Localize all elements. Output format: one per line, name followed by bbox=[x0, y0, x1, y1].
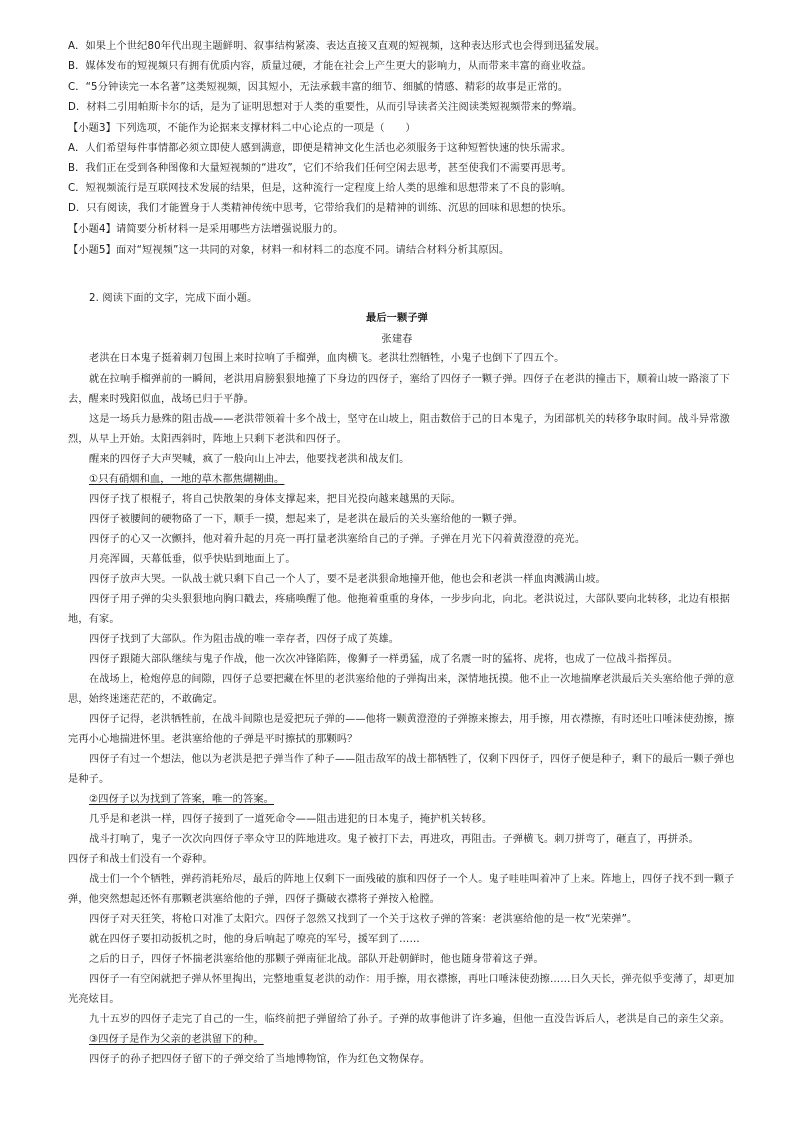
story-line: 四伢子放声大哭。一队战士就只剩下自己一个人了，要不是老洪狠命地撞开他，他也会和老洪一样血肉溅满山坡。 bbox=[89, 574, 606, 585]
story-line: 战士们一个个牺牲，弹药消耗殆尽，最后的阵地上仅剩下一面残破的旗和四伢子一个人。鬼子哇哇叫着冲了上来。阵地上，四伢子找不到一颗子 bbox=[89, 874, 735, 885]
underlined-sentence-3: ③四伢子是作为父亲的老洪留下的种。 bbox=[89, 1034, 264, 1045]
story-line: 四伢子的心又一次颤抖，他对着升起的月亮一再打量老洪塞给自己的子弹。子弹在月光下闪着黄澄澄的亮光。 bbox=[89, 534, 586, 545]
story-line: 就在四伢子要扣动扳机之时，他的身后响起了嘹亮的军号，援军到了…… bbox=[89, 934, 420, 945]
story-line: 完再小心地揣进怀里。老洪塞给他的子弹是平时擦拭的那颗吗？ bbox=[68, 734, 358, 745]
story-line: 在战场上，枪炮停息的间隙，四伢子总要把藏在怀里的老洪塞给他的子弹掏出来，深情地抚摸。他不止一次地揣摩老洪最后关头塞给他子弹的意 bbox=[89, 674, 735, 685]
story-line: 四伢子对天狂笑，将枪口对准了太阳穴。四伢子忽然又找到了一个关于这枚子弹的答案：老洪塞给他的是一枚“光荣弹”。 bbox=[89, 914, 638, 925]
option-q2-a: A．如果上个世纪80年代出现主题鲜明、叙事结构紧凑、表达直接又直观的短视频，这种表达形式也会得到迅猛发展。 bbox=[68, 41, 606, 52]
option-q2-b: B．媒体发布的短视频只有拥有优质内容，质量过硬，才能在社会上产生更大的影响力，从而带来丰富的商业收益。 bbox=[68, 61, 593, 72]
story-title: 最后一颗子弹 bbox=[365, 313, 429, 324]
story-line: 四伢子记得，老洪牺牲前，在战斗间隙也是爱把玩子弹的——他将一颗黄澄澄的子弹擦来擦去，用手擦，用衣襟擦，有时还吐口唾沫使劲擦，擦 bbox=[89, 714, 735, 725]
story-line: 是种子。 bbox=[68, 774, 110, 785]
story-line: 四伢子用子弹的尖头狠狠地向胸口戳去，疼痛唤醒了他。他拖着重重的身体，一步步向北，向北。老洪说过，大部队要向北转移，北边有根据 bbox=[89, 594, 730, 605]
option-q2-c: C．“5分钟读完一本名著”这类短视频，因其短小，无法承载丰富的细节、细腻的情感、精彩的故事是正常的。 bbox=[68, 82, 569, 93]
story-line: 四伢子找到了大部队。作为阻击战的唯一幸存者，四伢子成了英雄。 bbox=[89, 634, 400, 645]
option-q3-b: B．我们正在受到各种图像和大量短视频的“进攻”，它们不给我们任何空闲去思考，甚至使我们不需要再思考。 bbox=[68, 163, 572, 174]
story-line: 弹，他突然想起还怀有那颗老洪塞给他的子弹，四伢子撕破衣襟将子弹按入枪膛。 bbox=[68, 894, 441, 905]
story-line: 九十五岁的四伢子走完了自己的一生，临终前把子弹留给了孙子。子弹的故事他讲了许多遍，但他一直没告诉后人，老洪是自己的亲生父亲。 bbox=[89, 1014, 730, 1025]
underlined-sentence-2: ②四伢子以为找到了答案，唯一的答案。 bbox=[89, 794, 275, 805]
section-2-intro: 2. 阅读下面的文字，完成下面小题。 bbox=[89, 293, 258, 304]
question-4: 【小题4】请简要分析材料一是采用哪些方法增强说服力的。 bbox=[68, 224, 344, 235]
story-line: 几乎是和老洪一样，四伢子接到了一道死命令——阻击进犯的日本鬼子，掩护机关转移。 bbox=[89, 814, 493, 825]
story-line: 去，醒来时残阳似血，战场已归于平静。 bbox=[68, 394, 255, 405]
option-q3-a: A．人们希望每件事情都必须立即使人感到满意，即便是精神文化生活也必须服务于这种短暂快速的快乐需求。 bbox=[68, 143, 572, 154]
story-line: 烈，从早上开始。太阳西斜时，阵地上只剩下老洪和四伢子。 bbox=[68, 434, 348, 445]
question-5: 【小题5】面对“短视频”这一共同的对象，材料一和材料二的态度不同。请结合材料分析其原因。 bbox=[68, 245, 510, 256]
story-line: 四伢子一有空闲就把子弹从怀里掏出，完整地重复老洪的动作：用手擦，用衣襟擦，再吐口唾沫使劲擦……日久天长，弹壳似乎变薄了，却更加 bbox=[89, 974, 735, 985]
option-q2-d: D．材料二引用帕斯卡尔的话，是为了证明思想对于人类的重要性，从而引导读者关注阅读类短视频带来的弊端。 bbox=[68, 102, 583, 113]
story-line: 战斗打响了，鬼子一次次向四伢子率众守卫的阵地进攻。鬼子被打下去，再进攻，再阻击。子弹横飞。刺刀拼弯了，砸直了，再拼杀。 bbox=[89, 834, 699, 845]
story-line: 四伢子有过一个想法，他以为老洪是把子弹当作了种子——阻击敌军的战士都牺牲了，仅剩下四伢子，四伢子便是种子，剩下的最后一颗子弹也 bbox=[89, 754, 735, 765]
story-line: 光亮炫目。 bbox=[68, 994, 120, 1005]
story-line: 地，有家。 bbox=[68, 614, 120, 625]
story-line: 四伢子被腰间的硬物硌了一下，顺手一摸，想起来了，是老洪在最后的关头塞给他的一颗子弹。 bbox=[89, 514, 524, 525]
story-line: 之后的日子，四伢子怀揣老洪塞给他的那颗子弹南征北战。部队开赴朝鲜时，他也随身带着这子弹。 bbox=[89, 954, 544, 965]
story-line: 四伢子跟随大部队继续与鬼子作战，他一次次冲锋陷阵，像狮子一样勇猛，成了名震一时的猛将、虎将，也成了一位战斗指挥员。 bbox=[89, 654, 679, 665]
underlined-sentence-1: ①只有硝烟和血，一地的草木都焦煳糊曲。 bbox=[89, 474, 285, 485]
story-line: 月亮浑圆，天幕低垂，似乎快贴到地面上了。 bbox=[89, 554, 296, 565]
story-line: 老洪在日本鬼子挺着刺刀包围上来时拉响了手榴弹，血肉横飞。老洪壮烈牺牲，小鬼子也倒下了四五个。 bbox=[89, 353, 565, 364]
story-line: 四伢子和战士们没有一个孬种。 bbox=[68, 854, 213, 865]
option-q3-c: C．短视频流行是互联网技术发展的结果，但是，这种流行一定程度上给人类的思维和思想带来了不良的影响。 bbox=[68, 183, 572, 194]
story-author: 张建春 bbox=[381, 334, 413, 345]
option-q3-d: D．只有阅读，我们才能置身于人类精神传统中思考，它带给我们的是精神的训练、沉思的回味和思想的快乐。 bbox=[68, 203, 573, 214]
story-line: 思，始终迷迷茫茫的，不敢确定。 bbox=[68, 694, 224, 705]
story-line: 四伢子找了根棍子，将自己快散架的身体支撑起来，把目光投向越来越黑的天际。 bbox=[89, 494, 462, 505]
story-line: 四伢子的孙子把四伢子留下的子弹交给了当地博物馆，作为红色文物保存。 bbox=[89, 1054, 431, 1065]
story-line: 醒来的四伢子大声哭喊，疯了一般向山上冲去，他要找老洪和战友们。 bbox=[89, 454, 410, 465]
story-line: 这是一场兵力悬殊的阻击战——老洪带领着十多个战士，坚守在山坡上，阻击数倍于己的日本鬼子，为团部机关的转移争取时间。战斗异常激 bbox=[89, 414, 730, 425]
question-3-stem: 【小题3】下列选项，不能作为论据来支撑材料二中心论点的一项是（ ） bbox=[68, 123, 416, 134]
story-line: 就在拉响手榴弹前的一瞬间，老洪用肩膀狠狠地撞了下身边的四伢子，塞给了四伢子一颗子弹。四伢子在老洪的撞击下，顺着山坡一路滚了下 bbox=[89, 374, 730, 385]
